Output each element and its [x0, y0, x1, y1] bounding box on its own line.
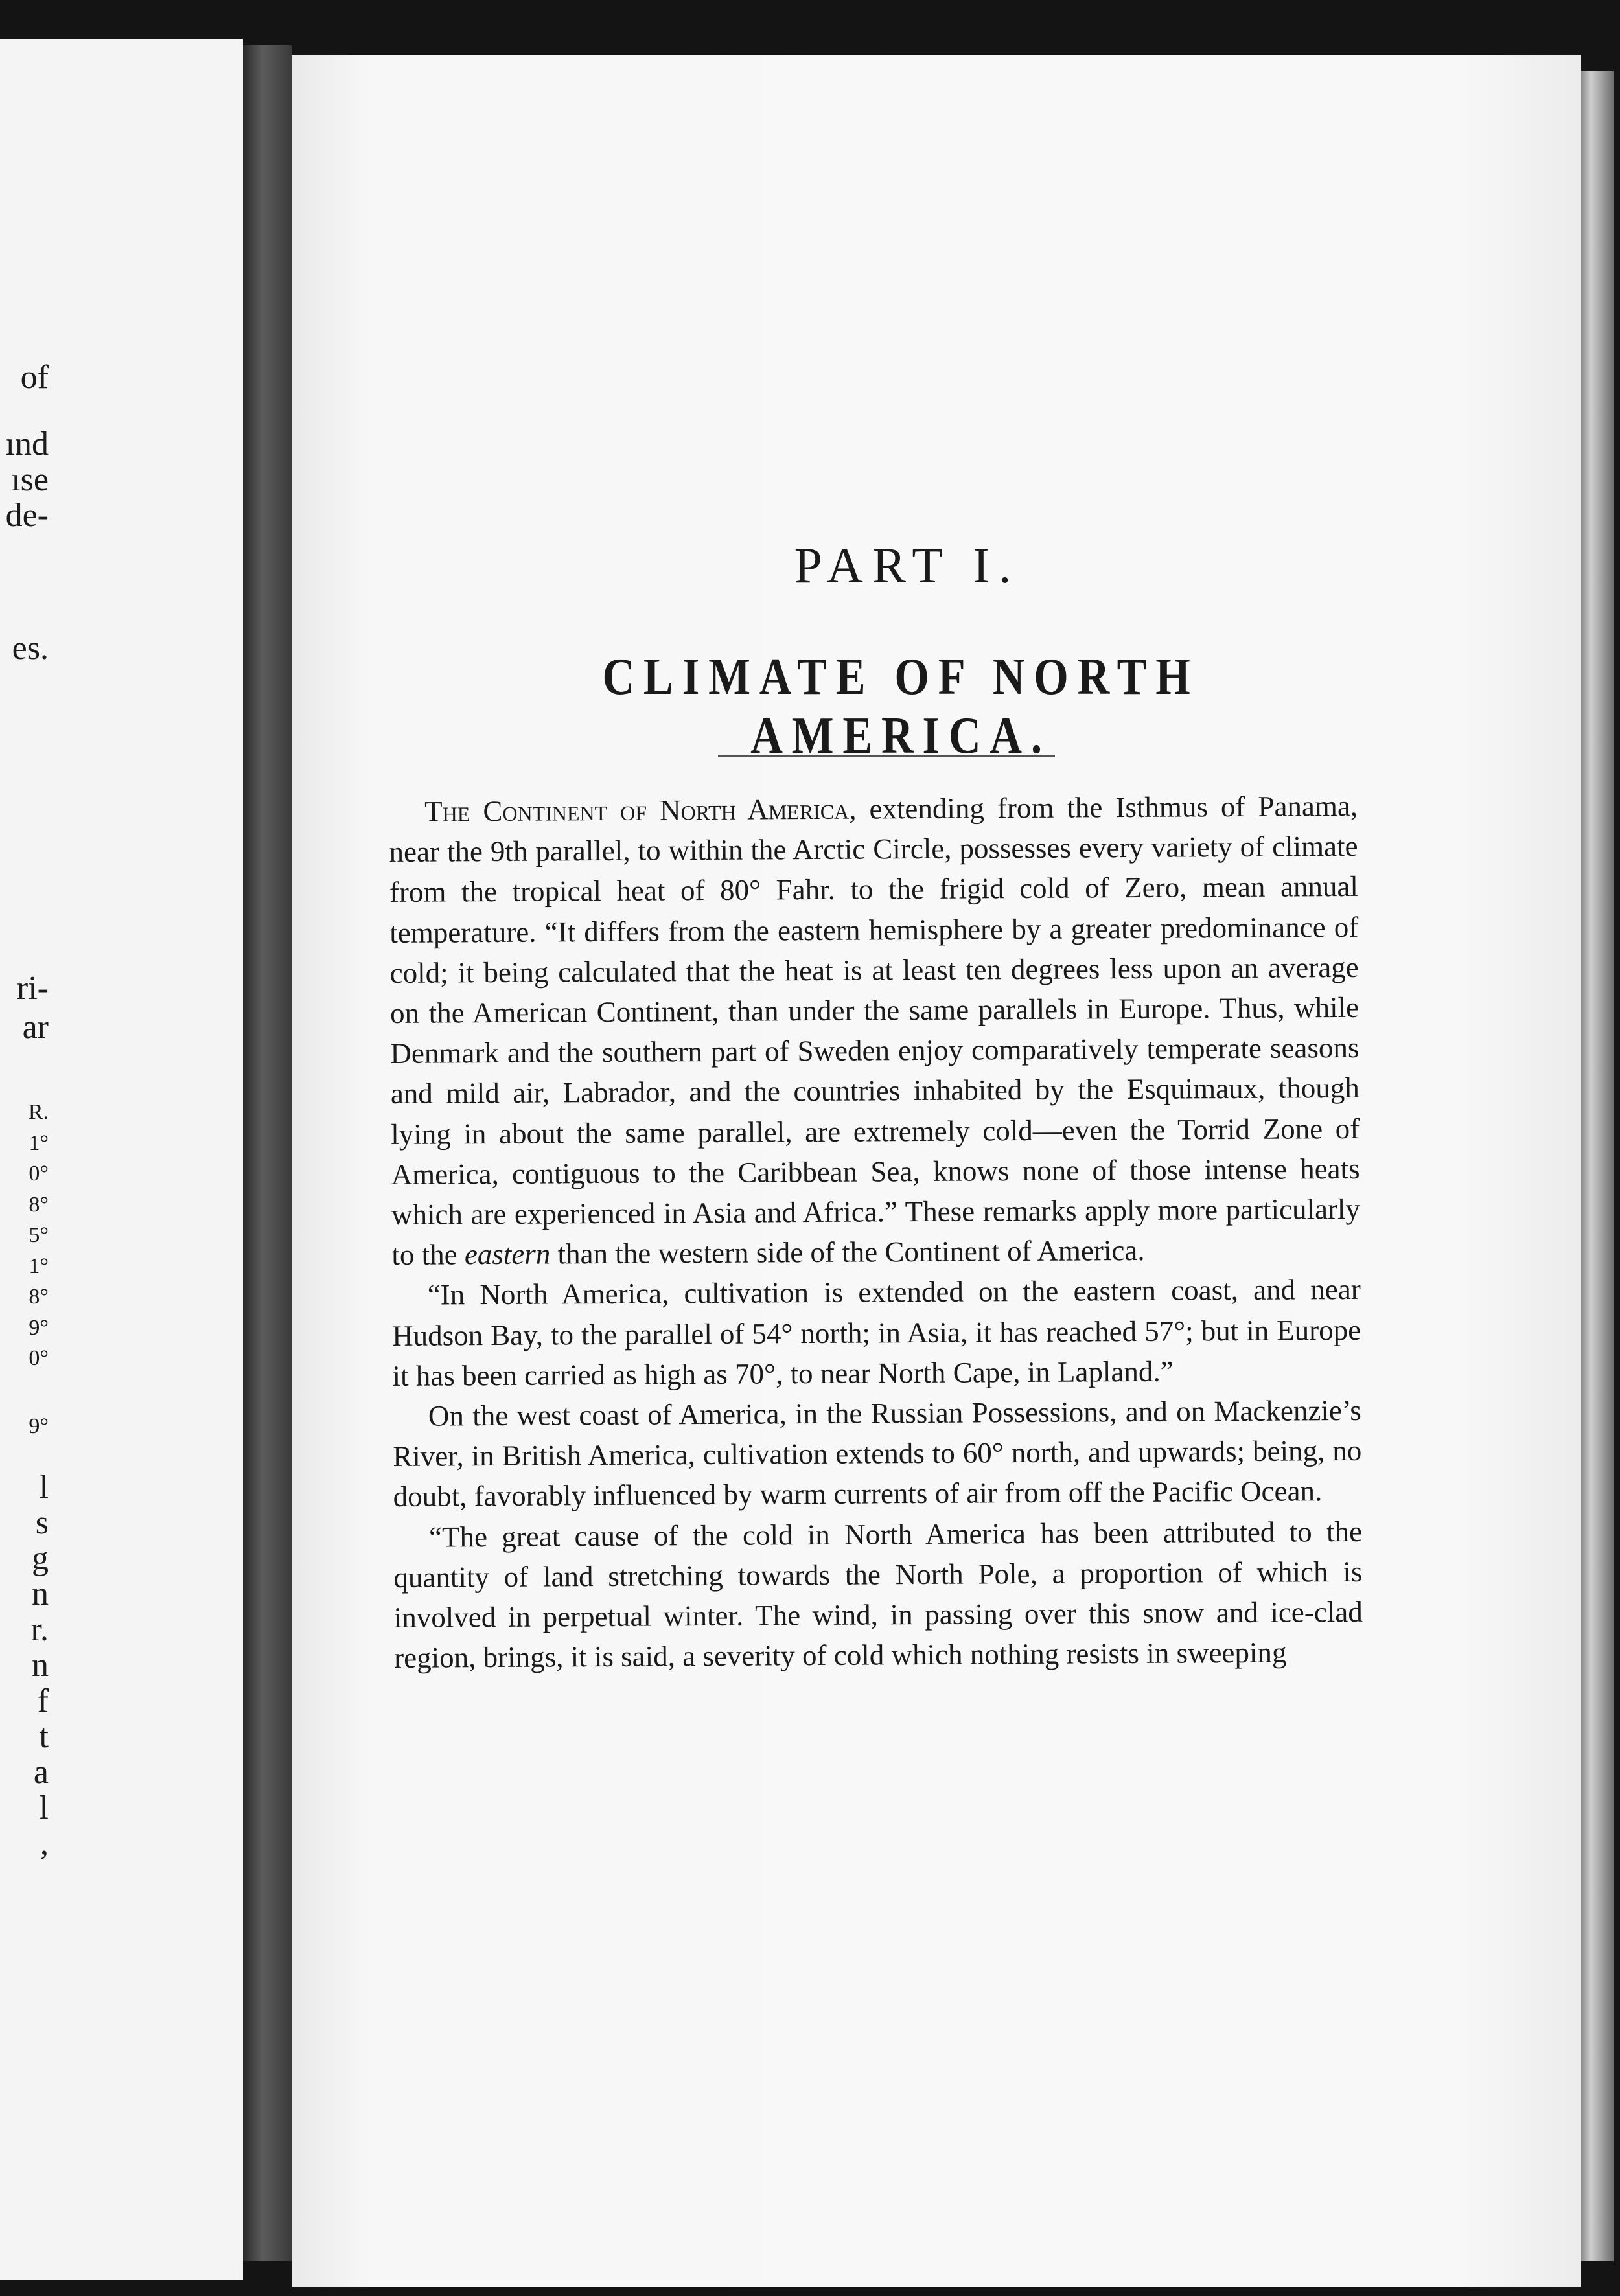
left-page-fragment: 1° — [29, 1131, 49, 1155]
paragraph-text: than the western side of the Continent of America. — [550, 1234, 1145, 1270]
left-page-fragment: n — [32, 1647, 49, 1684]
left-page-fragment: 1° — [29, 1254, 49, 1278]
book-gutter — [243, 45, 292, 2261]
left-page-fragment: r. — [30, 1611, 49, 1648]
left-page-fragment: de- — [5, 497, 49, 534]
left-page-fragment: ıse — [11, 461, 49, 498]
paragraph: On the west coast of America, in the Russian Possessions, and on Mackenzie’s River, in British America, cultivation extends to 60° north, and upwards; being, no doubt, favorably influenced by warm currents of air from off the Pacific Ocean. — [393, 1394, 1362, 1513]
body-text — [389, 786, 1363, 1679]
paragraph-lead: The Continent of North America — [424, 792, 850, 828]
left-page-sliver — [0, 39, 243, 2280]
left-page-fragment: g — [32, 1540, 49, 1577]
left-page-fragment: 9° — [29, 1316, 49, 1340]
left-page-fragment: 5° — [29, 1223, 49, 1247]
paragraph: “In North America, cultivation is extended on the eastern coast, and near Hudson Bay, to the parallel of 54° north; in Asia, it has reached 57°; but in Europe it has been carried as high as 70°, to near North Cape, in Lapland.” — [391, 1273, 1361, 1392]
left-page-fragment: R. — [28, 1100, 49, 1124]
left-page-fragment: s — [35, 1504, 49, 1541]
left-page-fragment: f — [37, 1682, 49, 1719]
left-page-fragment: ri- — [16, 970, 49, 1007]
left-page-fragment: of — [20, 359, 49, 396]
italic-word: eastern — [464, 1237, 551, 1271]
left-page-fragment: n — [32, 1576, 49, 1613]
left-page-fragment: 0° — [29, 1346, 49, 1370]
left-page-fragment: l — [39, 1469, 49, 1506]
paragraph: “The great cause of the cold in North America has been attributed to the quantity of land stretching towards the North Pole, a proportion of which is involved in perpetual winter. The wind, in passing over this snow and ice-clad region, brings, it is said, a severity of cold which nothing resists in sweeping — [393, 1515, 1363, 1675]
paragraph — [389, 786, 1361, 1276]
part-heading: PART I. — [794, 537, 1021, 593]
page-edge — [1581, 71, 1614, 2261]
left-page-fragment: l — [39, 1789, 49, 1826]
left-page-fragment: ınd — [5, 426, 49, 463]
left-page-fragment: 9° — [29, 1414, 49, 1438]
left-page-fragment: 8° — [29, 1193, 49, 1217]
left-page-fragment: t — [39, 1718, 49, 1755]
left-page-fragment: 0° — [29, 1162, 49, 1186]
chapter-title: CLIMATE OF NORTH AMERICA. — [602, 649, 1199, 764]
left-page-fragment: ar — [22, 1009, 49, 1046]
left-page-fragment: , — [40, 1825, 49, 1862]
left-page-fragment: a — [33, 1754, 49, 1791]
left-page-fragment: es. — [12, 630, 49, 667]
title-rule — [718, 755, 1055, 757]
left-page-fragment: 8° — [29, 1285, 49, 1309]
paragraph-text: , extending from the Isthmus of Panama, near the 9th parallel, to within the Arctic Circle, possesses every variety of climate from the tropical heat of 80° Fahr. to the frigid cold of Zero, mean annual temperature. “It differs from the eastern hemisphere by a greater predominance of cold; it being calculated that the heat is at least ten degrees less upon an average on the American Continent, than under the same parallels in Europe. Thus, while Denmark and the southern part of Sweden enjoy comparatively temperate seasons and mild air, Labrador, and the countries inhabited by the Esquimaux, though lying in about the same parallel, are extremely cold—even the Torrid Zone of America, contiguous to the Caribbean Sea, knows none of those intense heats which are experienced in Asia and Africa.” These remarks apply more particularly to the — [389, 789, 1361, 1272]
